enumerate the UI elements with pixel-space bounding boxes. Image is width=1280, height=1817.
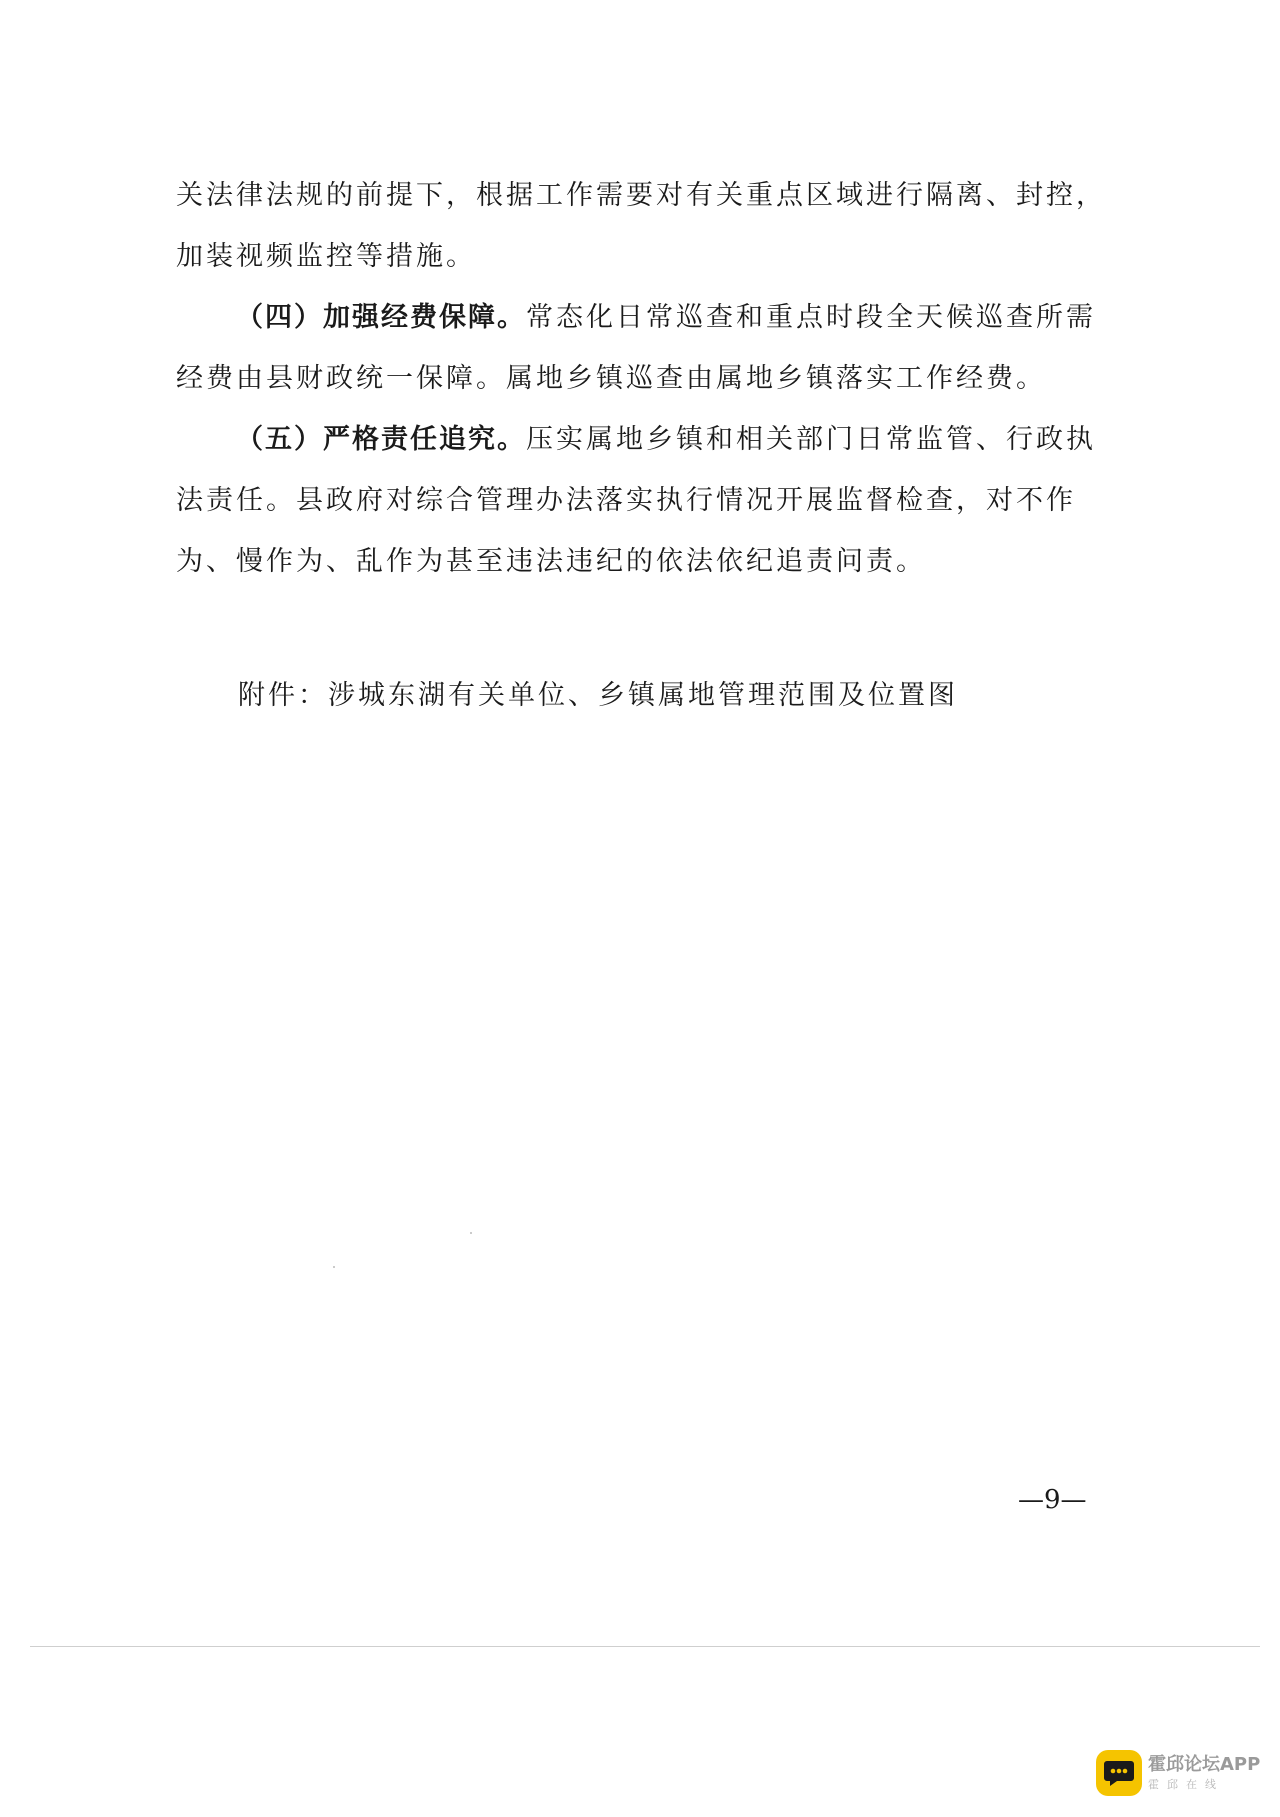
paragraph-heading: （四）加强经费保障。 bbox=[236, 302, 526, 333]
document-body bbox=[176, 165, 1106, 592]
watermark-text bbox=[1148, 1756, 1260, 1790]
page-divider bbox=[30, 1646, 1260, 1647]
paragraph-text: 压实属地乡镇和相关部门日常监管、行政执法责任。县政府对综合管理办法落实执行情况开展监督检查，对不作为、慢作为、乱作为甚至违法违纪的依法依纪追责问责。 bbox=[176, 424, 1096, 577]
page-number: —9— bbox=[1018, 1485, 1087, 1515]
paragraph-continuation bbox=[176, 165, 1106, 287]
watermark-subtitle: 霍邱在线 bbox=[1148, 1778, 1224, 1791]
chat-bubble-icon bbox=[1096, 1750, 1142, 1796]
attachment-note: 附件：涉城东湖有关单位、乡镇属地管理范围及位置图 bbox=[238, 680, 958, 711]
paragraph-funding bbox=[176, 287, 1106, 409]
scan-speck bbox=[470, 1232, 472, 1234]
scan-speck bbox=[333, 1266, 335, 1268]
paragraph-heading: （五）严格责任追究。 bbox=[236, 424, 526, 455]
paragraph-accountability bbox=[176, 409, 1106, 592]
forum-watermark bbox=[1096, 1745, 1260, 1801]
watermark-title: 霍邱论坛APP bbox=[1148, 1754, 1261, 1775]
paragraph-text: 关法律法规的前提下，根据工作需要对有关重点区域进行隔离、封控，加装视频监控等措施。 bbox=[176, 180, 1106, 272]
paragraph-text: 常态化日常巡查和重点时段全天候巡查所需经费由县财政统一保障。属地乡镇巡查由属地乡镇落实工作经费。 bbox=[176, 302, 1096, 394]
